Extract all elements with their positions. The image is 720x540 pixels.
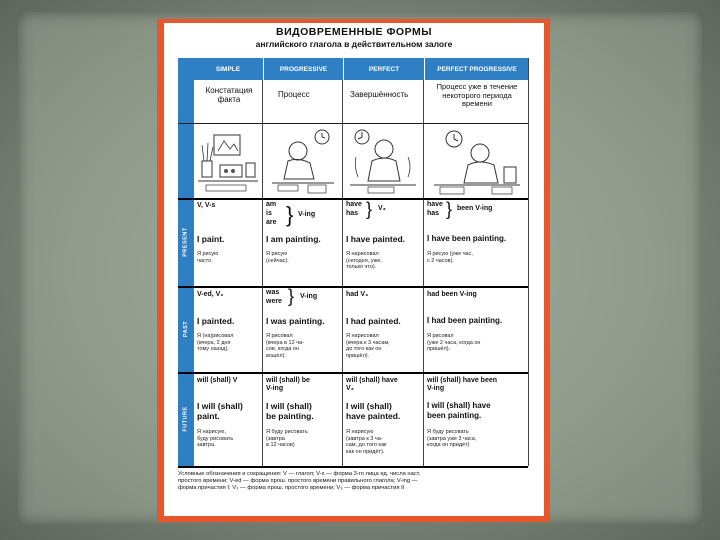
present-perfect-form-has: has xyxy=(346,210,359,217)
painting-tools-illustration xyxy=(196,127,260,199)
present-progressive-form-are: are xyxy=(266,219,277,226)
past-perfect-form: had V₃ xyxy=(346,291,369,298)
past-perfect-progressive-translation: Я рисовал (уже 2 часа, когда он пришёл). xyxy=(427,333,481,352)
legend-footnote: Условные обозначения и сокращения: V — глагол; V-s — форма 3-го лица ед. числа наст. простого времени; V-ed — форма прош. простого времени правильного глагола; V-ing — форма причастия I; V₂ — форма прош. простого времени; V₃ — форма причастия II xyxy=(178,471,421,492)
present-perfect-progressive-form-has: has xyxy=(427,210,440,217)
past-simple-form: V-ed, V₂ xyxy=(197,291,224,298)
future-perfect-translation: Я нарисую (завтра к 3 ча- сам, до того как как он придёт). xyxy=(346,429,387,455)
future-simple-translation: Я нарисую, буду рисовать завтра. xyxy=(197,429,234,448)
band-past: PAST xyxy=(178,286,194,372)
present-progressive-example: I am painting. xyxy=(266,234,321,244)
meaning-perfect: Завершённость xyxy=(350,90,409,99)
past-simple-translation: Я (на)рисовал (вчера, 2 дня тому назад). xyxy=(197,333,234,352)
past-progressive-suffix: V-ing xyxy=(300,293,318,300)
grid-hline xyxy=(178,123,528,124)
present-simple-translation: Я рисую часто. xyxy=(197,251,219,264)
past-perfect-example: I had painted. xyxy=(346,316,401,326)
card-title: ВИДОВРЕМЕННЫЕ ФОРМЫ xyxy=(275,26,432,38)
card-subtitle: английского глагола в действительном залоге xyxy=(255,39,453,49)
grid-hline xyxy=(178,286,528,288)
future-progressive-example: I will (shall) be painting. xyxy=(266,401,314,421)
present-simple-form: V, V-s xyxy=(197,202,216,209)
brace: } xyxy=(288,286,295,306)
present-perfect-progressive-suffix: been V-ing xyxy=(457,205,493,212)
future-perfect-example: I will (shall) have painted. xyxy=(346,401,401,421)
header-perfect: PERFECT xyxy=(343,58,424,80)
future-simple-example: I will (shall) paint. xyxy=(197,401,243,421)
past-progressive-form-was: was xyxy=(266,289,280,296)
header-progressive: PROGRESSIVE xyxy=(263,58,343,80)
future-perfect-progressive-example: I will (shall) have been painting. xyxy=(427,401,491,420)
meaning-perfect-progressive: Процесс уже в течение некоторого периода времени xyxy=(436,82,518,108)
grid-vline xyxy=(262,80,263,466)
present-perfect-example: I have painted. xyxy=(346,234,406,244)
present-progressive-translation: Я рисую (сейчас). xyxy=(266,251,289,264)
grammar-card-content xyxy=(164,23,544,516)
past-progressive-translation: Я рисовал (вчера в 12 ча- сов, когда он вошёл). xyxy=(266,333,304,359)
boy-finished-illustration xyxy=(348,127,418,199)
grid-vline xyxy=(528,58,529,466)
present-perfect-progressive-translation: Я рисую (уже час, с 2 часов). xyxy=(427,251,473,264)
grid-vline xyxy=(342,80,343,466)
grammar-card xyxy=(157,19,550,522)
grid-vline xyxy=(423,80,424,466)
grid-hline xyxy=(178,372,528,374)
present-perfect-progressive-example: I have been painting. xyxy=(427,234,507,243)
present-progressive-form-is: is xyxy=(266,210,272,217)
present-perfect-progressive-form-have: have xyxy=(427,201,443,208)
meaning-progressive: Процесс xyxy=(278,90,310,99)
future-progressive-translation: Я буду рисовать (завтра в 12 часов) xyxy=(266,429,308,448)
past-perfect-translation: Я нарисовал (вчера к 3 часам, до того как он пришёл). xyxy=(346,333,390,359)
future-perfect-progressive-translation: Я буду рисовать (завтра уже 3 часа, когда он придёт) xyxy=(427,429,477,448)
boy-painting-illustration xyxy=(268,127,338,199)
present-perfect-form-have: have xyxy=(346,201,362,208)
present-progressive-suffix: V-ing xyxy=(298,211,316,218)
future-simple-form: will (shall) V xyxy=(197,377,238,384)
past-perfect-progressive-example: I had been painting. xyxy=(427,316,503,325)
future-perfect-progressive-form: will (shall) have been V-ing xyxy=(427,377,498,392)
future-progressive-form: will (shall) be V-ing xyxy=(266,377,310,392)
past-progressive-form-were: were xyxy=(266,298,282,305)
present-simple-example: I paint. xyxy=(197,234,225,244)
brace: } xyxy=(286,202,294,227)
present-perfect-suffix: V₃ xyxy=(378,205,386,212)
brace: } xyxy=(446,199,453,219)
past-simple-example: I painted. xyxy=(197,316,235,326)
present-perfect-translation: Я нарисовал (сегодня, уже, только что). xyxy=(346,251,382,270)
band-future: FUTURE xyxy=(178,372,194,466)
past-progressive-example: I was painting. xyxy=(266,316,325,326)
future-perfect-form: will (shall) have V₃ xyxy=(346,377,398,392)
grid-hline xyxy=(178,466,528,468)
present-progressive-form-am: am xyxy=(266,201,277,208)
header-simple: SIMPLE xyxy=(215,65,241,73)
band-empty xyxy=(178,80,194,198)
band-present: PRESENT xyxy=(178,198,194,286)
past-perfect-progressive-form: had been V-ing xyxy=(427,291,477,298)
meaning-simple: Констатация факта xyxy=(205,86,253,104)
header-perfect-progressive: PERFECT PROGRESSIVE xyxy=(424,58,529,80)
boy-long-painting-illustration xyxy=(430,127,524,199)
brace: } xyxy=(366,199,373,219)
column-header-bar xyxy=(178,58,528,80)
